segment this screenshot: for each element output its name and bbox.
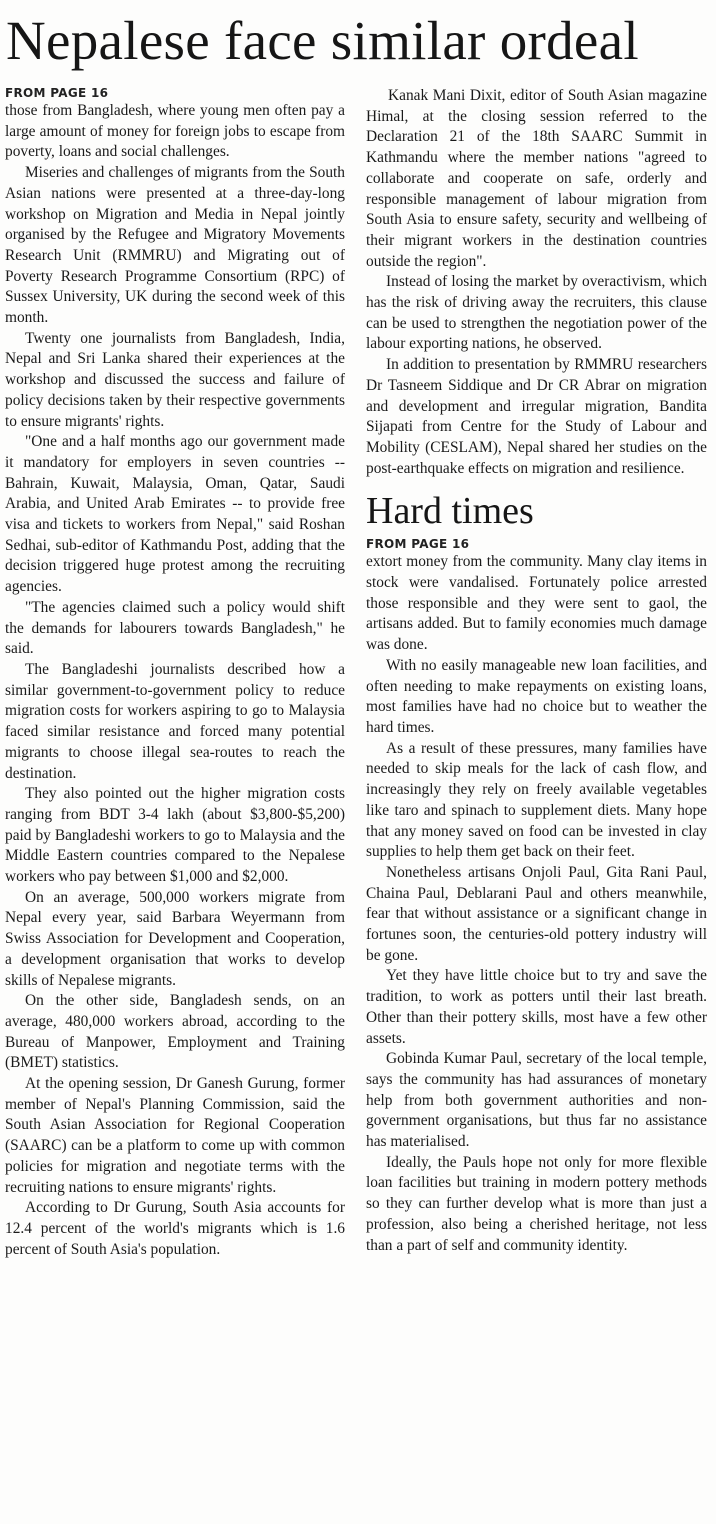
article-paragraph: At the opening session, Dr Ganesh Gurung, former member of Nepal's Planning Commission, said the South Asian Association for Regional Cooperation (SAARC) can be a platform to come up with common policies for migration and negotiate terms with the recruiting nations to ensure migrants' rights.	[5, 1075, 345, 1196]
article-headline: Nepalese face similar ordeal	[6, 10, 639, 71]
article-paragraph: In addition to presentation by RMMRU researchers Dr Tasneem Siddique and Dr CR Abrar on migration and development and irregular migration, Bandita Sijapati from Centre for the Study of Labour and Mobility (CESLAM), Nepal shared her studies on the post-earthquake effects on migration and resilience.	[366, 356, 707, 477]
article-paragraph: "One and a half months ago our government made it mandatory for employers in seven countries -- Bahrain, Kuwait, Malaysia, Oman, Qatar, Saudi Arabia, and United Arab Emirates -- to provide free visa and tickets to workers from Nepal," said Roshan Sedhai, sub-editor of Kathmandu Post, adding that the decision triggered huge protest among the recruiting agencies.	[5, 433, 345, 596]
article-paragraph: With no easily manageable new loan facilities, and often needing to make repayments on existing loans, most families have had no choice but to weather the hard times.	[366, 656, 707, 736]
article-paragraph: As a result of these pressures, many families have needed to skip meals for the lack of cash flow, and increasingly they rely on freely available vegetables like taro and spinach to supplement diets. Many hope that any money saved on food can be invested in clay supplies to help them get back on their feet.	[366, 739, 707, 861]
article-paragraph: According to Dr Gurung, South Asia accounts for 12.4 percent of the world's migrants which is 1.6 percent of South Asia's population.	[5, 1199, 345, 1258]
article-paragraph: Miseries and challenges of migrants from the South Asian nations were presented at a three-day-long workshop on Migration and Media in Nepal jointly organised by the Refugee and Migratory Movements Research Unit (RMMRU) and Migrating out of Poverty Research Programme Consortium (RPC) of Sussex University, UK during the second week of this month.	[5, 164, 345, 327]
article-paragraph: Yet they have little choice but to try and save the tradition, to work as potters until their last breath. Other than their pottery skills, most have a few other assets.	[366, 967, 707, 1047]
left-column	[5, 86, 345, 1260]
article-paragraph: Kanak Mani Dixit, editor of South Asian magazine Himal, at the closing session referred to the Declaration 21 of the 18th SAARC Summit in Kathmandu where the member nations "agreed to collaborate and cooperate on safe, orderly and responsible management of labour migration from South Asia to ensure safety, security and wellbeing of their migrant workers in the destination countries outside the region".	[366, 87, 707, 270]
article-paragraph: Nonetheless artisans Onjoli Paul, Gita Rani Paul, Chaina Paul, Deblarani Paul and others meanwhile, fear that without assistance or a significant change in fortunes soon, the centuries-old pottery industry will be gone.	[366, 863, 707, 964]
continuation-kicker: FROM PAGE 16	[366, 537, 470, 552]
article-paragraph: On an average, 500,000 workers migrate from Nepal every year, said Barbara Weyermann from Swiss Association for Development and Cooperation, a development organisation that works to develop skills of Nepalese migrants.	[5, 888, 345, 989]
article-paragraph: Twenty one journalists from Bangladesh, India, Nepal and Sri Lanka shared their experiences at the workshop and discussed the success and failure of policy decisions taken by their respective governments to ensure migrants' rights.	[5, 329, 345, 430]
article-paragraph: Ideally, the Pauls hope not only for more flexible loan facilities but training in modern pottery methods so they can further develop what is more than just a profession, also being a cherished heritage, not less than a part of self and community identity.	[366, 1153, 707, 1254]
article-paragraph: The Bangladeshi journalists described how a similar government-to-government policy to reduce migration costs for workers aspiring to go to Malaysia faced similar resistance and forced many potential migrants to choose illegal sea-routes to reach the destination.	[5, 660, 345, 782]
article-paragraph: extort money from the community. Many clay items in stock were vandalised. Fortunately police arrested those responsible and they were sent to gaol, the artisans added. But to family economies much damage was done.	[366, 553, 707, 654]
second-article-headline: Hard times	[366, 490, 534, 533]
article-paragraph: Instead of losing the market by overactivism, which has the risk of driving away the recruiters, this clause can be used to strengthen the negotiation power of the labour exporting nations, he observed.	[366, 273, 707, 353]
article-paragraph: On the other side, Bangladesh sends, on an average, 480,000 workers abroad, according to the Bureau of Manpower, Employment and Training (BMET) statistics.	[5, 992, 345, 1072]
right-column	[366, 86, 707, 1256]
continuation-kicker: FROM PAGE 16	[5, 86, 109, 100]
article-paragraph: "The agencies claimed such a policy would shift the demands for labourers towards Bangladesh," he said.	[5, 598, 345, 658]
article-paragraph: Gobinda Kumar Paul, secretary of the local temple, says the community has had assurances of monetary help from both government authorities and non-government organisations, but thus far no assistance has materialised.	[366, 1050, 707, 1151]
article-paragraph: They also pointed out the higher migration costs ranging from BDT 3-4 lakh (about $3,800-$5,200) paid by Bangladeshi workers to go to Malaysia and the Middle Eastern countries compared to the Nepalese workers who pay between $1,000 and $2,000.	[5, 785, 345, 886]
article-paragraph: those from Bangladesh, where young men often pay a large amount of money for foreign jobs to escape from poverty, loans and social challenges.	[5, 102, 345, 161]
